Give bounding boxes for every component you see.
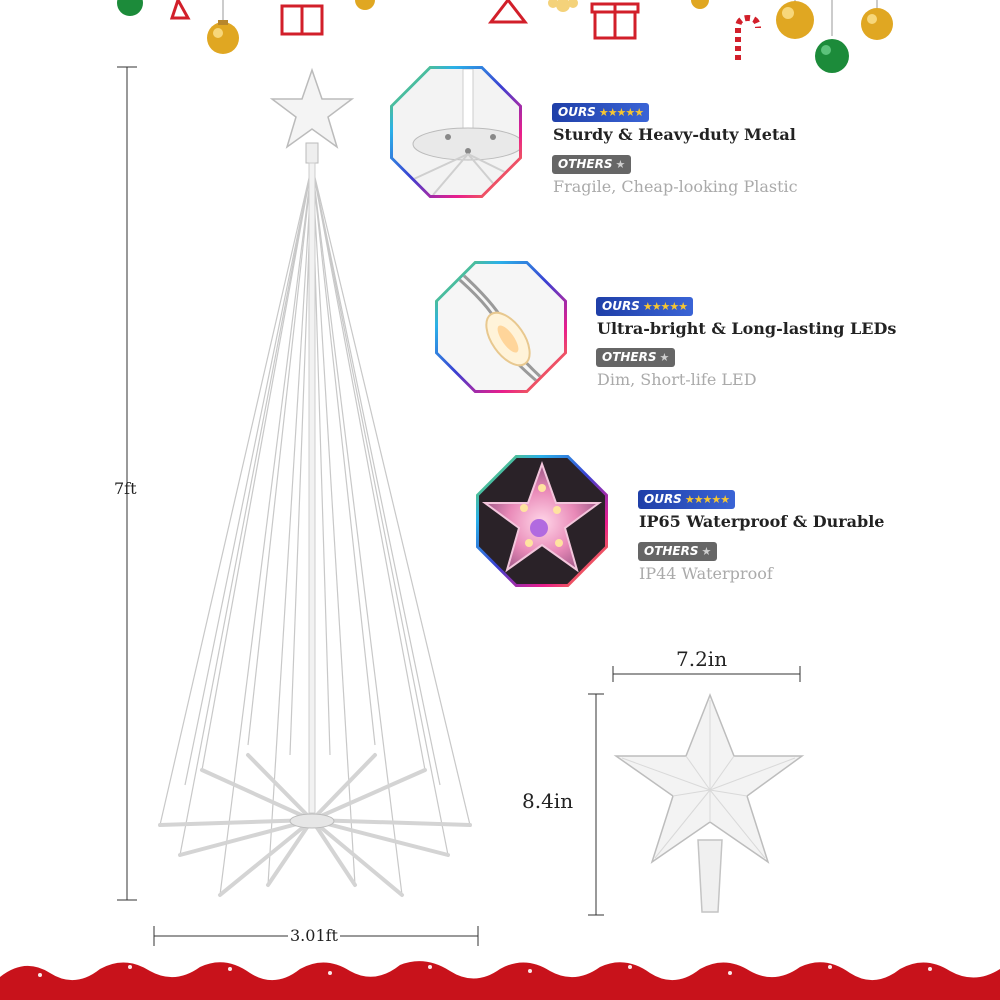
tree-star-icon bbox=[491, 0, 525, 22]
ours-feature-text: IP65 Waterproof & Durable bbox=[639, 512, 885, 531]
center-pole bbox=[309, 163, 315, 813]
others-badge bbox=[638, 542, 717, 561]
ornament-gold-icon bbox=[355, 0, 375, 10]
bottom-red-wave-border bbox=[0, 955, 1000, 1000]
others-badge-label: OTHERS bbox=[602, 350, 657, 364]
lit-star-closeup-image bbox=[479, 458, 605, 584]
tree-top-star bbox=[272, 70, 352, 163]
ours-badge-label: OURS bbox=[558, 105, 596, 119]
five-star-rating-icon: ★★★★★ bbox=[598, 106, 644, 119]
width-label: 3.01ft bbox=[290, 926, 338, 945]
led-bulb-closeup-image bbox=[438, 264, 564, 390]
others-feature-text: Fragile, Cheap-looking Plastic bbox=[553, 177, 798, 196]
five-star-rating-icon: ★★★★★ bbox=[684, 493, 730, 506]
others-badge bbox=[596, 348, 675, 367]
ours-badge-label: OURS bbox=[644, 492, 682, 506]
one-star-rating-icon: ★ bbox=[615, 158, 626, 171]
base-plate bbox=[290, 814, 334, 828]
ornament-gold-icon bbox=[691, 0, 709, 9]
five-star-rating-icon: ★★★★★ bbox=[642, 300, 688, 313]
ours-badge bbox=[596, 297, 693, 316]
candy-cane-icon bbox=[738, 18, 758, 60]
others-feature-text: IP44 Waterproof bbox=[639, 564, 773, 583]
ornament-gold-icon bbox=[776, 0, 814, 39]
topper-height-dimension-line bbox=[585, 690, 607, 920]
ornament-gold-icon bbox=[207, 0, 239, 54]
ornament-gold-icon bbox=[861, 0, 893, 40]
gift-icon bbox=[282, 6, 322, 34]
ours-feature-text: Ultra-bright & Long-lasting LEDs bbox=[597, 319, 897, 338]
snowflake-icon bbox=[548, 0, 578, 12]
ornament-green-icon bbox=[815, 0, 849, 73]
ours-badge-label: OURS bbox=[602, 299, 640, 313]
one-star-rating-icon: ★ bbox=[659, 351, 670, 364]
topper-width-label: 7.2in bbox=[676, 647, 728, 671]
ours-feature-text: Sturdy & Heavy-duty Metal bbox=[553, 125, 796, 144]
others-badge-label: OTHERS bbox=[644, 544, 699, 558]
others-badge-label: OTHERS bbox=[558, 157, 613, 171]
ours-badge bbox=[552, 103, 649, 122]
others-feature-text: Dim, Short-life LED bbox=[597, 370, 757, 389]
metal-base-closeup-image bbox=[393, 69, 519, 195]
height-label: 7ft bbox=[114, 479, 137, 498]
ours-badge bbox=[638, 490, 735, 509]
others-badge bbox=[552, 155, 631, 174]
ornament-green-icon bbox=[117, 0, 143, 16]
star-topper-product-image bbox=[610, 690, 810, 920]
tree-star-icon bbox=[172, 0, 188, 18]
topper-height-label: 8.4in bbox=[522, 789, 574, 813]
one-star-rating-icon: ★ bbox=[701, 545, 712, 558]
gift-icon bbox=[592, 4, 638, 38]
